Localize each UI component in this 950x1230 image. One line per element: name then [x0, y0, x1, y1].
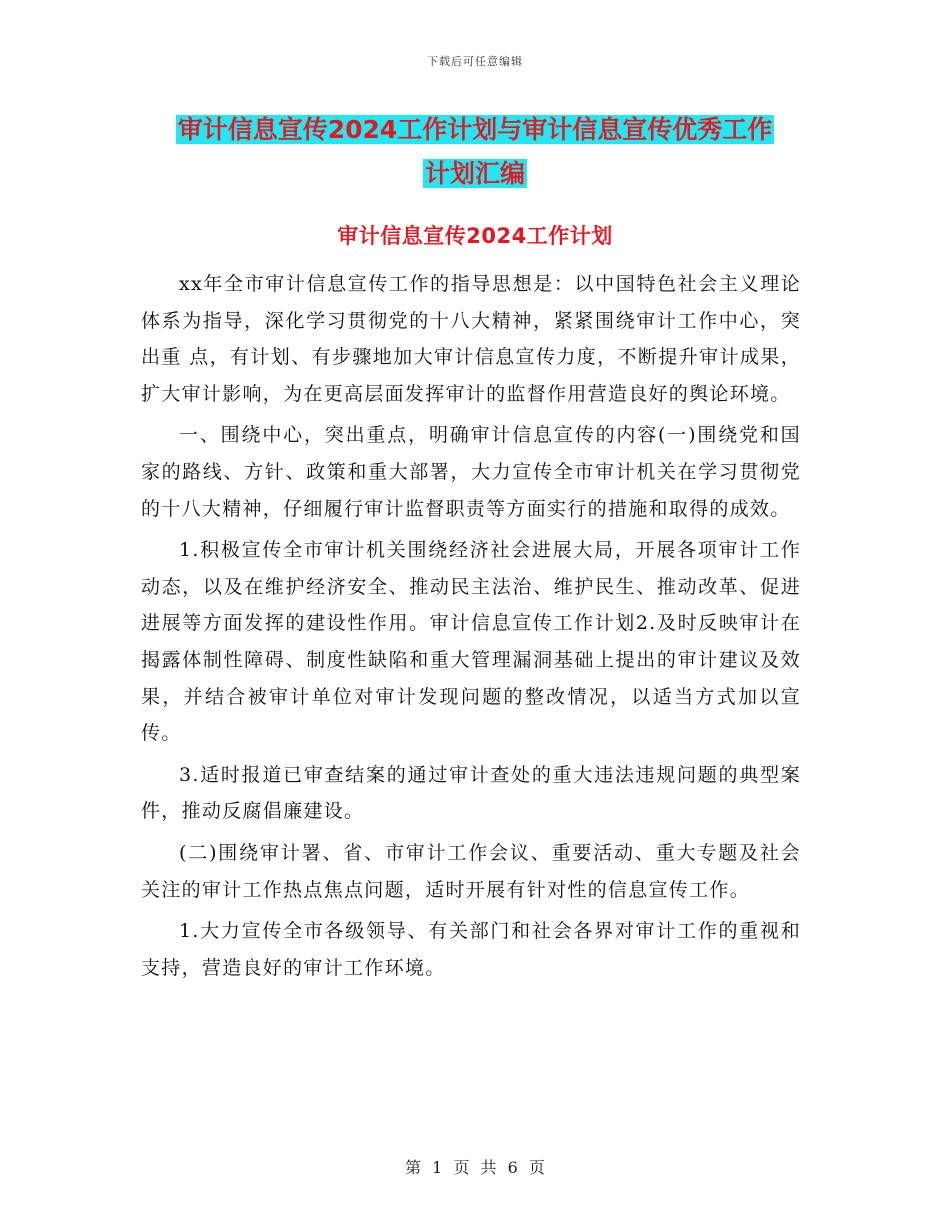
- page-header-note: 下载后可任意编辑: [427, 55, 523, 68]
- paragraph-item-3: 3.适时报道已审查结案的通过审计查处的重大违法违规问题的典型案件，推动反腐倡廉建设。: [141, 763, 801, 823]
- page-footer: 第 1 页 共 6 页: [405, 1158, 545, 1177]
- paragraph-section-two-item-1: 1.大力宣传全市各级领导、有关部门和社会各界对审计工作的重视和支持，营造良好的审计工作环境。: [141, 920, 801, 979]
- paragraph-section-two: (二)围绕审计署、省、市审计工作会议、重要活动、重大专题及社会关注的审计工作热点焦点问题，适时开展有针对性的信息宣传工作。: [141, 841, 801, 901]
- paragraph-section-one: 一、围绕中心，突出重点，明确审计信息宣传的内容(一)围绕党和国家的路线、方针、政策和重大部署，大力宣传全市审计机关在学习贯彻党的十八大精神，仔细履行审计监督职责等方面实行的措施和取得的成效。: [141, 424, 801, 520]
- document-title: [140, 108, 810, 196]
- document-title-line-1: 审计信息宣传2024工作计划与审计信息宣传优秀工作: [177, 115, 773, 144]
- section-title: 审计信息宣传2024工作计划: [337, 224, 613, 248]
- paragraph-guiding-idea: xx年全市审计信息宣传工作的指导思想是：以中国特色社会主义理论体系为指导，深化学习贯彻党的十八大精神，紧紧围绕审计工作中心，突出重 点，有计划、有步骤地加大审计信息宣传力度，不断提升审计成果，扩大审计影响，为在更高层面发挥审计的监督作用营造良好的舆论环境。: [141, 273, 801, 405]
- document-title-line-2: 计划汇编: [424, 159, 525, 188]
- paragraph-item-1: 1.积极宣传全市审计机关围绕经济社会进展大局，开展各项审计工作动态，以及在维护经济安全、推动民主法治、维护民生、推动改革、促进进展等方面发挥的建设性作用。审计信息宣传工作计划2.及时反映审计在揭露体制性障碍、制度性缺陷和重大管理漏洞基础上提出的审计建议及效果，并结合被审计单位对审计发现问题的整改情况，以适当方式加以宣传。: [141, 539, 801, 745]
- document-body: [141, 266, 801, 991]
